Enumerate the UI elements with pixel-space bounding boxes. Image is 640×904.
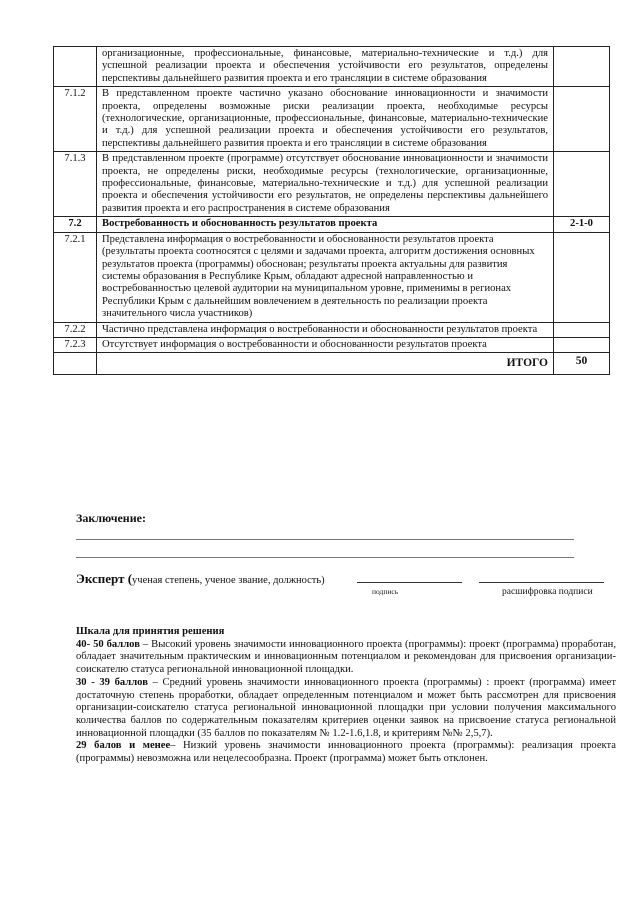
scale-title: Шкала для принятия решения: [76, 626, 225, 637]
row-text: организационные, профессиональные, финансовые, материально-технические и т.д.) для успешной реализации проекта и обеспечения устойчивости его результатов, определены перспективы дальнейшего развития проекта и его трансляции в системе образования: [97, 47, 554, 87]
row-number: 7.2.3: [54, 337, 97, 352]
signature-caption: подпись: [372, 587, 399, 596]
signature-decode-line[interactable]: [479, 582, 604, 583]
table-row-section-header: [54, 217, 610, 232]
decision-scale: [76, 626, 616, 766]
scale-item-medium: [76, 677, 616, 741]
row-points: [554, 337, 610, 352]
row-points: [554, 232, 610, 322]
conclusion-line-1[interactable]: [76, 539, 574, 540]
table-total-row: [54, 353, 610, 374]
row-number: 7.1.2: [54, 87, 97, 152]
signature-decode-caption: расшифровка подписи: [502, 587, 593, 597]
table-row: [54, 87, 610, 152]
scale-range: 40- 50 баллов: [76, 638, 140, 650]
table-row: [54, 152, 610, 217]
row-points: [554, 152, 610, 217]
row-number: [54, 47, 97, 87]
scale-description: – Средний уровень значимости инновационного проекта (программы) : проект (программа) имеет достаточную степень проработки, обладает определенным потенциалом и может быть рассмотрен для присвоения организации-соискателю статуса региональной инновационной площадки при условии получения максимального количества баллов по содержательным показателям критериев оценки заявок на присвоение статуса региональной инновационной площадки (35 баллов по показателям № 1.2-1.6,1.8, и критериям №№ 2,5,7).: [76, 676, 616, 739]
row-number: 7.2.2: [54, 322, 97, 337]
scale-range: 29 балов и менее: [76, 740, 171, 752]
scale-range: 30 - 39 баллов: [76, 676, 148, 688]
row-number: 7.2: [54, 217, 97, 232]
table-row: [54, 47, 610, 87]
row-text: В представленном проекте (программе) отсутствует обоснование инновационности и значимости проекта, не определены риски, необходимые ресурсы (технологические, организационные, профессиональные, финансовые, материально-технические и т.д.) для успешной реализации проекта и обеспечения устойчивости его результатов, не определены перспективы дальнейшего развития проекта и его распространения в системе образования: [97, 152, 554, 217]
scale-item-high: [76, 639, 616, 677]
scale-description: – Высокий уровень значимости инновационного проекта (программы): проект (программа) проработан, обладает значительным практическим и инновационным потенциалом и рекомендован для присвоения организации-соискателю статуса региональной инновационной площадки.: [76, 638, 617, 676]
row-text: В представленном проекте частично указано обоснование инновационности и значимости проекта, определены возможные риски реализации проекта, необходимые ресурсы (технологические, организационные, профессиональные, финансовые, материально-технические и т.д.) для успешной реализации проекта и обеспечения устойчивости его результатов, перспективы дальнейшего развития проекта и его трансляции в системе образования: [97, 87, 554, 152]
table-row: [54, 232, 610, 322]
row-text: Востребованность и обоснованность результатов проекта: [97, 217, 554, 232]
expert-label: Эксперт (: [76, 571, 133, 586]
table-row: [54, 322, 610, 337]
row-number: [54, 353, 97, 374]
row-text: Частично представлена информация о востребованности и обоснованности результатов проекта: [97, 322, 554, 337]
scale-description: – Низкий уровень значимости инновационного проекта (программы): реализация проекта (программы) невозможна или нецелесообразна. Проект (программа) может быть отклонен.: [76, 740, 617, 765]
row-text: Отсутствует информация о востребованности и обоснованности результатов проекта: [97, 337, 554, 352]
row-points: [554, 47, 610, 87]
expert-line: [76, 571, 325, 587]
row-number: 7.2.1: [54, 232, 97, 322]
row-points: 2-1-0: [554, 217, 610, 232]
total-value: 50: [554, 353, 610, 374]
signature-line[interactable]: [357, 582, 462, 583]
table-row: [54, 337, 610, 352]
row-points: [554, 322, 610, 337]
expert-details: ученая степень, ученое звание, должность): [132, 575, 325, 586]
row-text: Представлена информация о востребованности и обоснованности результатов проекта (результаты проекта соотносятся с целями и задачами проекта, алгоритм достижения основных результатов проекта (программы) обоснован; результаты проекта актуальны для развития системы образования в Республике Крым, обладают адресной направленностью и востребованностью целевой аудитории на муниципальном уровне, применимы в регионах Республики Крым с дальнейшим вовлечением в деятельность по реализации проекта значительного числа участников): [97, 232, 554, 322]
row-points: [554, 87, 610, 152]
criteria-table: [53, 46, 610, 375]
conclusion-label: Заключение:: [76, 511, 146, 525]
total-label: ИТОГО: [97, 353, 554, 374]
scale-item-low: [76, 740, 616, 765]
conclusion-line-2[interactable]: [76, 557, 574, 558]
row-number: 7.1.3: [54, 152, 97, 217]
